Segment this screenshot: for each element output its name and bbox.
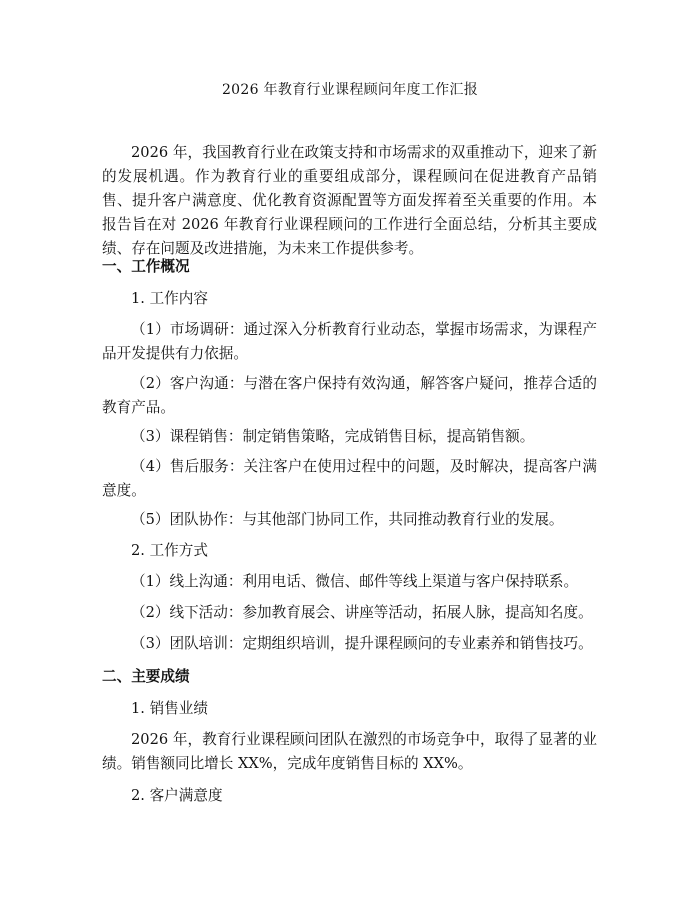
subsection-heading-work-methods: 2. 工作方式 bbox=[131, 542, 208, 559]
work-method-item-offline: （2）线下活动：参加教育展会、讲座等活动，拓展人脉，提高知名度。 bbox=[131, 604, 593, 621]
work-content-item-after-sales: （4）售后服务：关注客户在使用过程中的问题，及时解决，提高客户满意度。 bbox=[102, 458, 597, 499]
work-content-item-teamwork: （5）团队协作：与其他部门协同工作，共同推动教育行业的发展。 bbox=[131, 511, 564, 528]
work-method-item-training: （3）团队培训：定期组织培训，提升课程顾问的专业素养和销售技巧。 bbox=[131, 635, 593, 652]
work-content-item-course-sales: （3）课程销售：制定销售策略，完成销售目标，提高销售额。 bbox=[131, 428, 535, 445]
subsection-heading-work-content: 1. 工作内容 bbox=[131, 290, 208, 307]
subsection-heading-sales-performance: 1. 销售业绩 bbox=[131, 700, 208, 717]
work-content-item-market-research: （1）市场调研：通过深入分析教育行业动态，掌握市场需求，为课程产品开发提供有力依据。 bbox=[102, 321, 597, 362]
document-title: 2026 年教育行业课程顾问年度工作汇报 bbox=[221, 82, 479, 98]
section-heading-main-achievements: 二、主要成绩 bbox=[102, 668, 190, 685]
subsection-heading-customer-satisfaction: 2. 客户满意度 bbox=[131, 787, 223, 804]
section-heading-work-overview: 一、工作概况 bbox=[102, 258, 190, 275]
sales-performance-paragraph: 2026 年，教育行业课程顾问团队在激烈的市场竞争中，取得了显著的业绩。销售额同比增长 XX%，完成年度销售目标的 XX%。 bbox=[102, 731, 597, 772]
intro-paragraph: 2026 年，我国教育行业在政策支持和市场需求的双重推动下，迎来了新的发展机遇。作为教育行业的重要组成部分，课程顾问在促进教育产品销售、提升客户满意度、优化教育资源配置等方面发挥着至关重要的作用。本报告旨在对 2026 年教育行业课程顾问的工作进行全面总结，分析其主要成绩、存在问题及改进措施，为未来工作提供参考。 bbox=[102, 144, 597, 257]
work-content-item-customer-communication: （2）客户沟通：与潜在客户保持有效沟通，解答客户疑问，推荐合适的教育产品。 bbox=[102, 375, 597, 416]
work-method-item-online: （1）线上沟通：利用电话、微信、邮件等线上渠道与客户保持联系。 bbox=[131, 573, 579, 590]
